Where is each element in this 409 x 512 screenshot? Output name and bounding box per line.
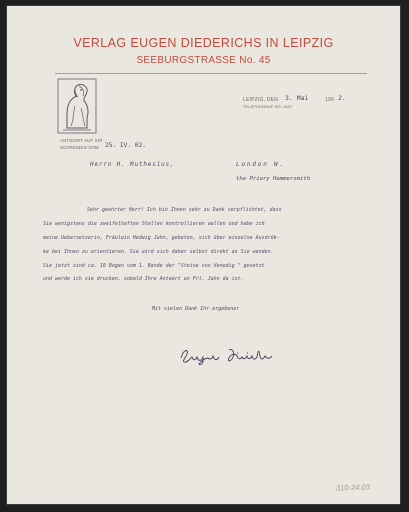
letterhead-title: VERLAG EUGEN DIEDERICHS IN LEIPZIG: [73, 36, 334, 50]
reply-label-1: ANTWORT AUF IHR: [60, 138, 103, 143]
recipient-name: Herrn H. Muthesius,: [90, 162, 175, 168]
letter-page: [7, 6, 400, 504]
signature: [177, 344, 287, 366]
letterhead-street: SEEBURGSTRASSE No. 45: [136, 55, 271, 66]
recipient-city: London W.: [236, 162, 286, 168]
reply-label-2: SCHREIBEN VOM: [60, 145, 99, 150]
closing-text: Mit vielen Dank Ihr ergebener: [152, 306, 240, 312]
lion-logo-icon: [57, 78, 97, 134]
body-line: und werde ich sie drucken, sobald Ihre Antwort an Frl. Jahn da ist.: [43, 276, 244, 282]
body-line: meine Uebersetzerin, Fräulein Hedwig Jahn, gebeten, sich über einzelne Ausdrük-: [43, 235, 280, 241]
reply-date: 25. IV. 02.: [105, 142, 146, 149]
telephone-number: TELEPHONRUF NO. 2657: [243, 105, 293, 109]
recipient-address: the Priory Hammersmith: [236, 176, 311, 182]
body-line: ke bei Ihnen zu orientieren. Sie wird sich daher selbst direkt an Sie wenden.: [43, 249, 274, 255]
dateline-year-prefix: 190: [325, 97, 334, 103]
dateline-year-suffix: 2.: [338, 94, 346, 102]
letterhead-rule: [55, 73, 367, 74]
body-line: Sehr geehrter Herr! Ich bin Ihnen sehr zu Dank verpflichtet, dass: [87, 207, 282, 213]
dateline-place: LEIPZIG, DEN: [243, 97, 278, 103]
dateline-day: 3. Mai: [285, 94, 309, 102]
body-line: Sie wenigstens die zweifelhaften Stellen kontrollieren wollen und habe ich: [43, 221, 265, 227]
body-line: Sie jetzt sind ca. 10 Bogen vom 1. Bande der "Steine von Venedig " gesetzt: [43, 263, 265, 269]
archive-number: 310-24.03: [336, 482, 371, 493]
